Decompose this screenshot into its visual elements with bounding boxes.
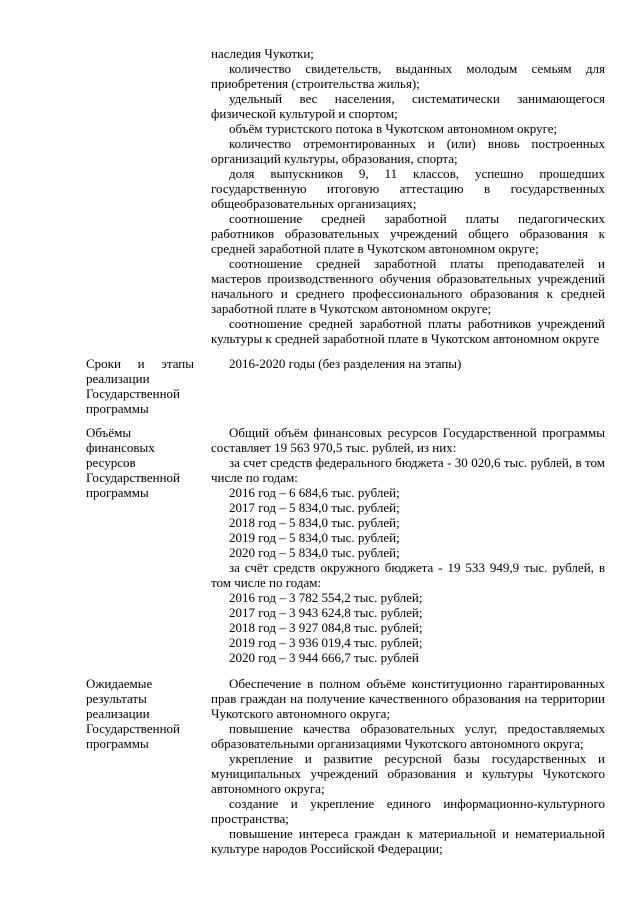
results-text — [211, 676, 605, 856]
label-line: программы — [86, 401, 149, 416]
indicator-item: соотношение средней заработной платы преподавателей и мастеров производственного обучения образовательных учреждений начального и среднего профессионального образования к средней заработной плате в Чукотском автономном округе; — [211, 256, 605, 316]
label-line: реализации — [86, 371, 150, 386]
federal-year: 2019 год – 5 834,0 тыс. рублей; — [229, 530, 400, 545]
result-item: создание и укрепление единого информационно-культурного пространства; — [211, 796, 605, 826]
federal-year: 2020 год – 5 834,0 тыс. рублей; — [229, 545, 400, 560]
label-line: Объёмы — [86, 425, 132, 440]
label-line: результаты — [86, 691, 147, 706]
terms-value: 2016-2020 годы (без разделения на этапы) — [229, 356, 462, 371]
result-item: повышение интереса граждан к материальной и нематериальной культуре народов Российской Федерации; — [211, 826, 605, 856]
federal-year: 2017 год – 5 834,0 тыс. рублей; — [229, 500, 400, 515]
federal-year: 2018 год – 5 834,0 тыс. рублей; — [229, 515, 400, 530]
finance-total: Общий объём финансовых ресурсов Государственной программы составляет 19 563 970,5 тыс. рублей, из них: — [211, 425, 605, 455]
label-line: Государственной — [86, 470, 181, 485]
indicator-item: наследия Чукотки; — [211, 46, 314, 61]
result-item: Обеспечение в полном объёме конституционно гарантированных прав граждан на получение качественного образования на территории Чукотского автономного округа; — [211, 676, 605, 721]
label-line: ресурсов — [86, 455, 136, 470]
terms-label — [86, 356, 194, 416]
federal-intro: за счет средств федерального бюджета - 30 020,6 тыс. рублей, в том числе по годам: — [211, 455, 605, 485]
regional-year: 2018 год – 3 927 084,8 тыс. рублей; — [229, 620, 423, 635]
indicator-item: количество отремонтированных и (или) вновь построенных организаций культуры, образования, спорта; — [211, 136, 605, 166]
result-item: укрепление и развитие ресурсной базы государственных и муниципальных учреждений образования и культуры Чукотского автономного округа; — [211, 751, 605, 796]
label-line: Сроки и этапы — [86, 356, 194, 371]
label-line: программы — [86, 485, 149, 500]
indicator-item: количество свидетельств, выданных молодым семьям для приобретения (строительства жилья); — [211, 61, 605, 91]
regional-intro: за счёт средств окружного бюджета - 19 533 949,9 тыс. рублей, в том числе по годам: — [211, 560, 605, 590]
results-label — [86, 676, 194, 751]
indicator-item: объём туристского потока в Чукотском автономном округе; — [229, 121, 558, 136]
regional-year: 2016 год – 3 782 554,2 тыс. рублей; — [229, 590, 423, 605]
regional-year: 2019 год – 3 936 019,4 тыс. рублей; — [229, 635, 423, 650]
indicator-item: удельный вес населения, систематически занимающегося физической культурой и спортом; — [211, 91, 605, 121]
result-item: повышение качества образовательных услуг, предоставляемых образовательными организациями Чукотского автономного округа; — [211, 721, 605, 751]
label-line: финансовых — [86, 440, 155, 455]
indicators-text — [211, 46, 605, 346]
terms-text — [211, 356, 605, 371]
label-line: реализации — [86, 706, 150, 721]
label-line: программы — [86, 736, 149, 751]
indicator-item: соотношение средней заработной платы работников учреждений культуры к средней заработной плате в Чукотском автономном округе — [211, 316, 605, 346]
federal-year: 2016 год – 6 684,6 тыс. рублей; — [229, 485, 400, 500]
finance-label — [86, 425, 194, 500]
regional-year: 2017 год – 3 943 624,8 тыс. рублей; — [229, 605, 423, 620]
label-line: Ожидаемые — [86, 676, 153, 691]
indicator-item: доля выпускников 9, 11 классов, успешно прошедших государственную итоговую аттестацию в государственных общеобразовательных организациях; — [211, 166, 605, 211]
regional-year: 2020 год – 3 944 666,7 тыс. рублей — [229, 650, 419, 665]
label-line: Государственной — [86, 721, 181, 736]
indicator-item: соотношение средней заработной платы педагогических работников образовательных учреждений общего образования к средней заработной плате в Чукотском автономном округе; — [211, 211, 605, 256]
finance-text — [211, 425, 605, 665]
label-line: Государственной — [86, 386, 181, 401]
